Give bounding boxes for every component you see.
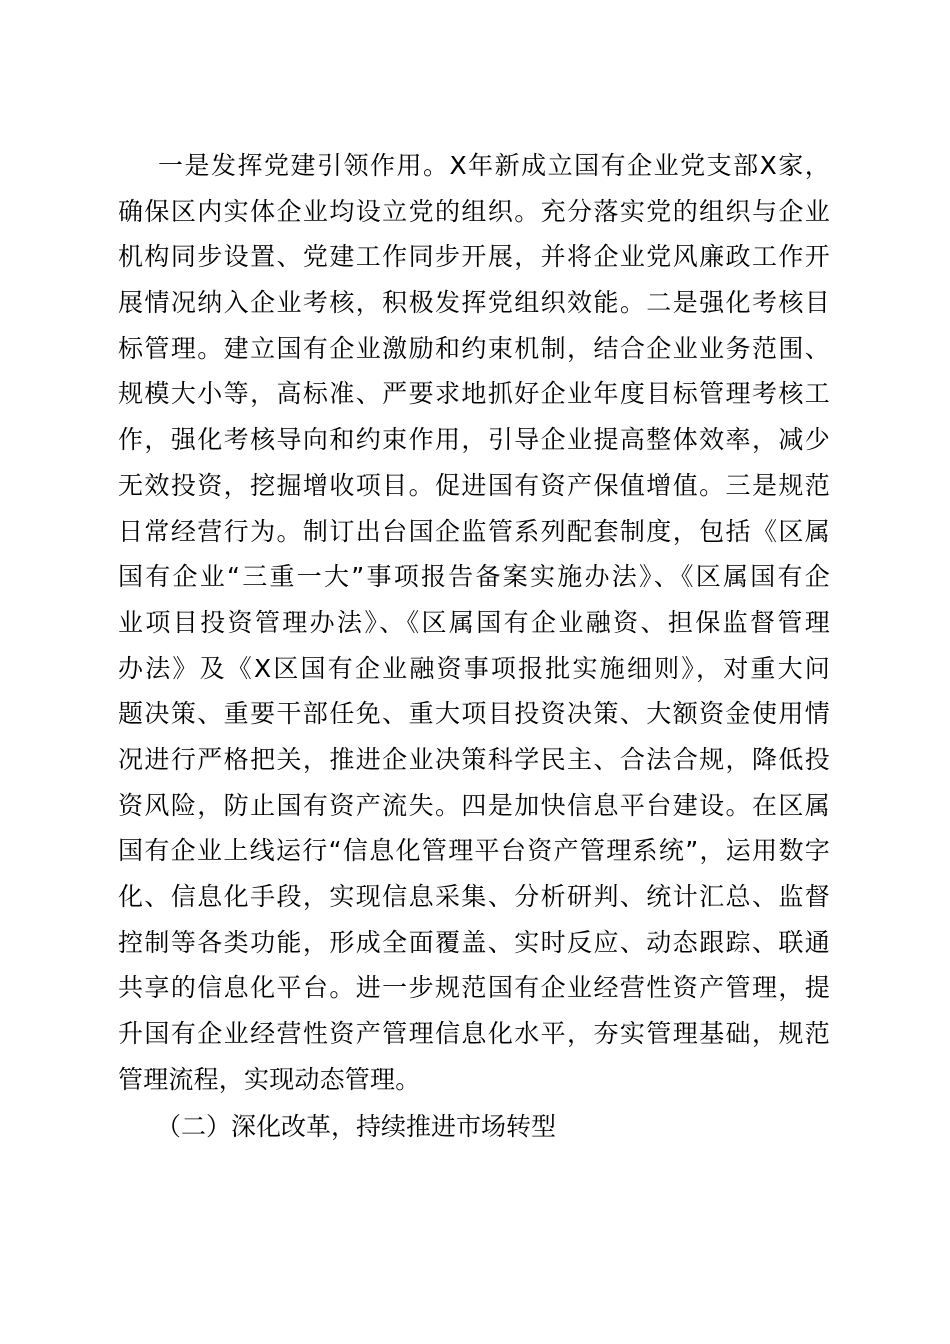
- paragraph-line: 升国有企业经营性资产管理信息化水平，夯实管理基础，规范: [118, 1019, 830, 1049]
- paragraph-line: 控制等各类功能，形成全面覆盖、实时反应、动态跟踪、联通: [118, 927, 830, 957]
- paragraph-line: 无效投资，挖掘增收项目。促进国有资产保值增值。三是规范: [118, 470, 830, 500]
- paragraph-line: 日常经营行为。制订出台国企监管系列配套制度，包括《区属: [118, 516, 830, 546]
- paragraph-line: 机构同步设置、党建工作同步开展，并将企业党风廉政工作开: [118, 242, 830, 272]
- paragraph-line: 办法》及《X区国有企业融资事项报批实施细则》，对重大问: [118, 653, 830, 683]
- section-heading: （二）深化改革，持续推进市场转型: [156, 1112, 557, 1142]
- paragraph-line: 国有企业上线运行“信息化管理平台资产管理系统”，运用数字: [118, 836, 830, 866]
- paragraph-line: 题决策、重要干部任免、重大项目投资决策、大额资金使用情: [118, 699, 830, 729]
- paragraph-line: 确保区内实体企业均设立党的组织。充分落实党的组织与企业: [118, 196, 830, 226]
- paragraph-line: 展情况纳入企业考核，积极发挥党组织效能。二是强化考核目: [118, 288, 830, 318]
- paragraph-line: 况进行严格把关，推进企业决策科学民主、合法合规，降低投: [118, 744, 830, 774]
- paragraph-line: 管理流程，实现动态管理。: [118, 1064, 421, 1094]
- paragraph-line: 标管理。建立国有企业激励和约束机制，结合企业业务范围、: [118, 333, 830, 363]
- paragraph-line: 一是发挥党建引领作用。X年新成立国有企业党支部X家，: [158, 151, 830, 180]
- paragraph-line: 共享的信息化平台。进一步规范国有企业经营性资产管理，提: [118, 973, 830, 1003]
- document-body: [118, 143, 830, 1150]
- paragraph-line: 作，强化考核导向和约束作用，引导企业提高整体效率，减少: [118, 425, 830, 455]
- paragraph: [118, 143, 830, 1102]
- paragraph-line: 资风险，防止国有资产流失。四是加快信息平台建设。在区属: [118, 790, 830, 820]
- paragraph-line: 化、信息化手段，实现信息采集、分析研判、统计汇总、监督: [118, 882, 830, 911]
- paragraph-line: 业项目投资管理办法》、《区属国有企业融资、担保监督管理: [118, 607, 830, 637]
- paragraph-line: 规模大小等，高标准、严要求地抓好企业年度目标管理考核工: [118, 379, 830, 409]
- paragraph-line: 国有企业“三重一大”事项报告备案实施办法》、《区属国有企: [118, 562, 830, 592]
